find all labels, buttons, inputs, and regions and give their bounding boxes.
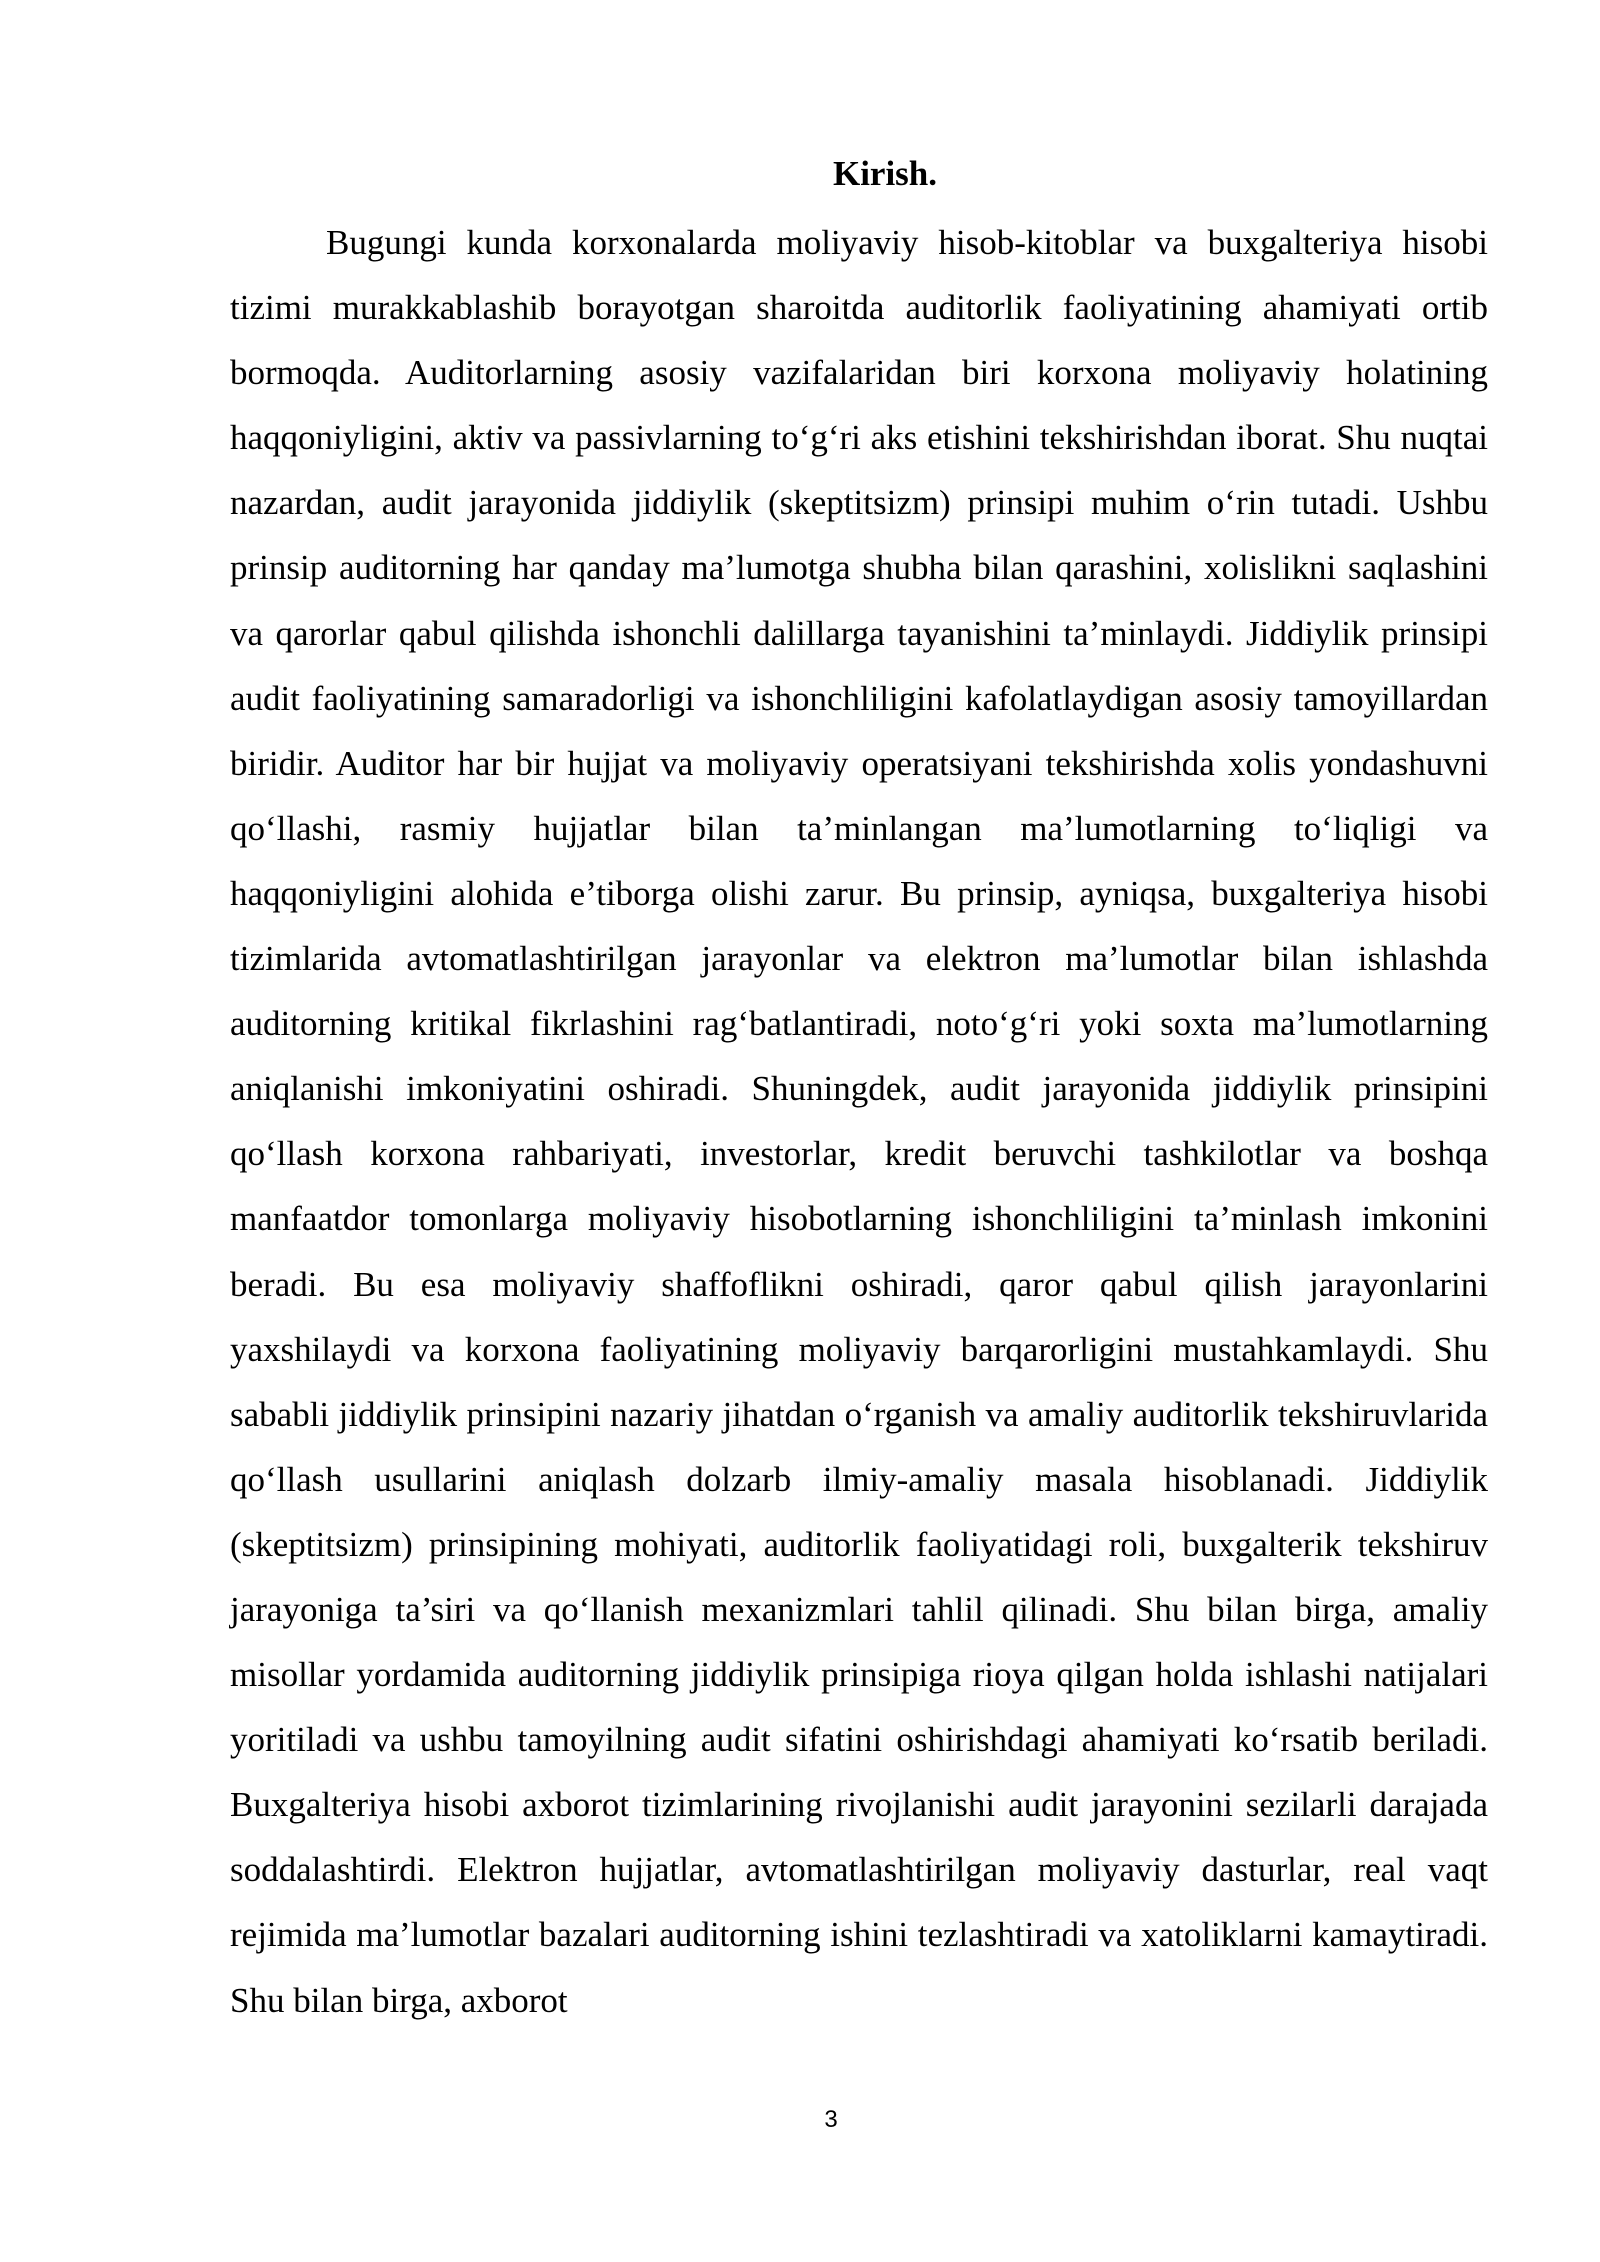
page-number: 3 — [824, 2106, 838, 2133]
body-paragraph: Bugungi kunda korxonalarda moliyaviy hisob-kitoblar va buxgalteriya hisobi tizimi murakkablashib borayotgan sharoitda auditorlik faoliyatining ahamiyati ortib bormoqda. Auditorlarning asosiy vazifalaridan biri korxona moliyaviy holatining haqqoniyligini, aktiv va passivlarning to‘g‘ri aks etishini tekshirishdan iborat. Shu nuqtai nazardan, audit jarayonida jiddiylik (skeptitsizm) prinsipi muhim o‘rin tutadi. Ushbu prinsip auditorning har qanday ma’lumotga shubha bilan qarashini, xolislikni saqlashini va qarorlar qabul qilishda ishonchli dalillarga tayanishini ta’minlaydi. Jiddiylik prinsipi audit faoliyatining samaradorligi va ishonchliligini kafolatlaydigan asosiy tamoyillardan biridir. Auditor har bir hujjat va moliyaviy operatsiyani tekshirishda xolis yondashuvni qo‘llashi, rasmiy hujjatlar bilan ta’minlangan ma’lumotlarning to‘liqligi va haqqoniyligini alohida e’tiborga olishi zarur. Bu prinsip, ayniqsa, buxgalteriya hisobi tizimlarida avtomatlashtirilgan jarayonlar va elektron ma’lumotlar bilan ishlashda auditorning kritikal fikrlashini rag‘batlantiradi, noto‘g‘ri yoki soxta ma’lumotlarning aniqlanishi imkoniyatini oshiradi. Shuningdek, audit jarayonida jiddiylik prinsipini qo‘llash korxona rahbariyati, investorlar, kredit beruvchi tashkilotlar va boshqa manfaatdor tomonlarga moliyaviy hisobotlarning ishonchliligini ta’minlash imkonini beradi. Bu esa moliyaviy shaffoflikni oshiradi, qaror qabul qilish jarayonlarini yaxshilaydi va korxona faoliyatining moliyaviy barqarorligini mustahkamlaydi. Shu sababli jiddiylik prinsipini nazariy jihatdan o‘rganish va amaliy auditorlik tekshiruvlarida qo‘llash usullarini aniqlash dolzarb ilmiy-amaliy masala hisoblanadi. Jiddiylik (skeptitsizm) prinsipining mohiyati, auditorlik faoliyatidagi roli, buxgalterik tekshiruv jarayoniga ta’siri va qo‘llanish mexanizmlari tahlil qilinadi. Shu bilan birga, amaliy misollar yordamida auditorning jiddiylik prinsipiga rioya qilgan holda ishlashi natijalari yoritiladi va ushbu tamoyilning audit sifatini oshirishdagi ahamiyati ko‘rsatib beriladi. Buxgalteriya hisobi axborot tizimlarining rivojlanishi audit jarayonini sezilarli darajada soddalashtirdi. Elektron hujjatlar, avtomatlashtirilgan moliyaviy dasturlar, real vaqt rejimida ma’lumotlar bazalari auditorning ishini tezlashtiradi va xatoliklarni kamaytiradi. Shu bilan birga, axborot — [230, 223, 1488, 2020]
section-heading: Kirish. — [832, 154, 938, 193]
